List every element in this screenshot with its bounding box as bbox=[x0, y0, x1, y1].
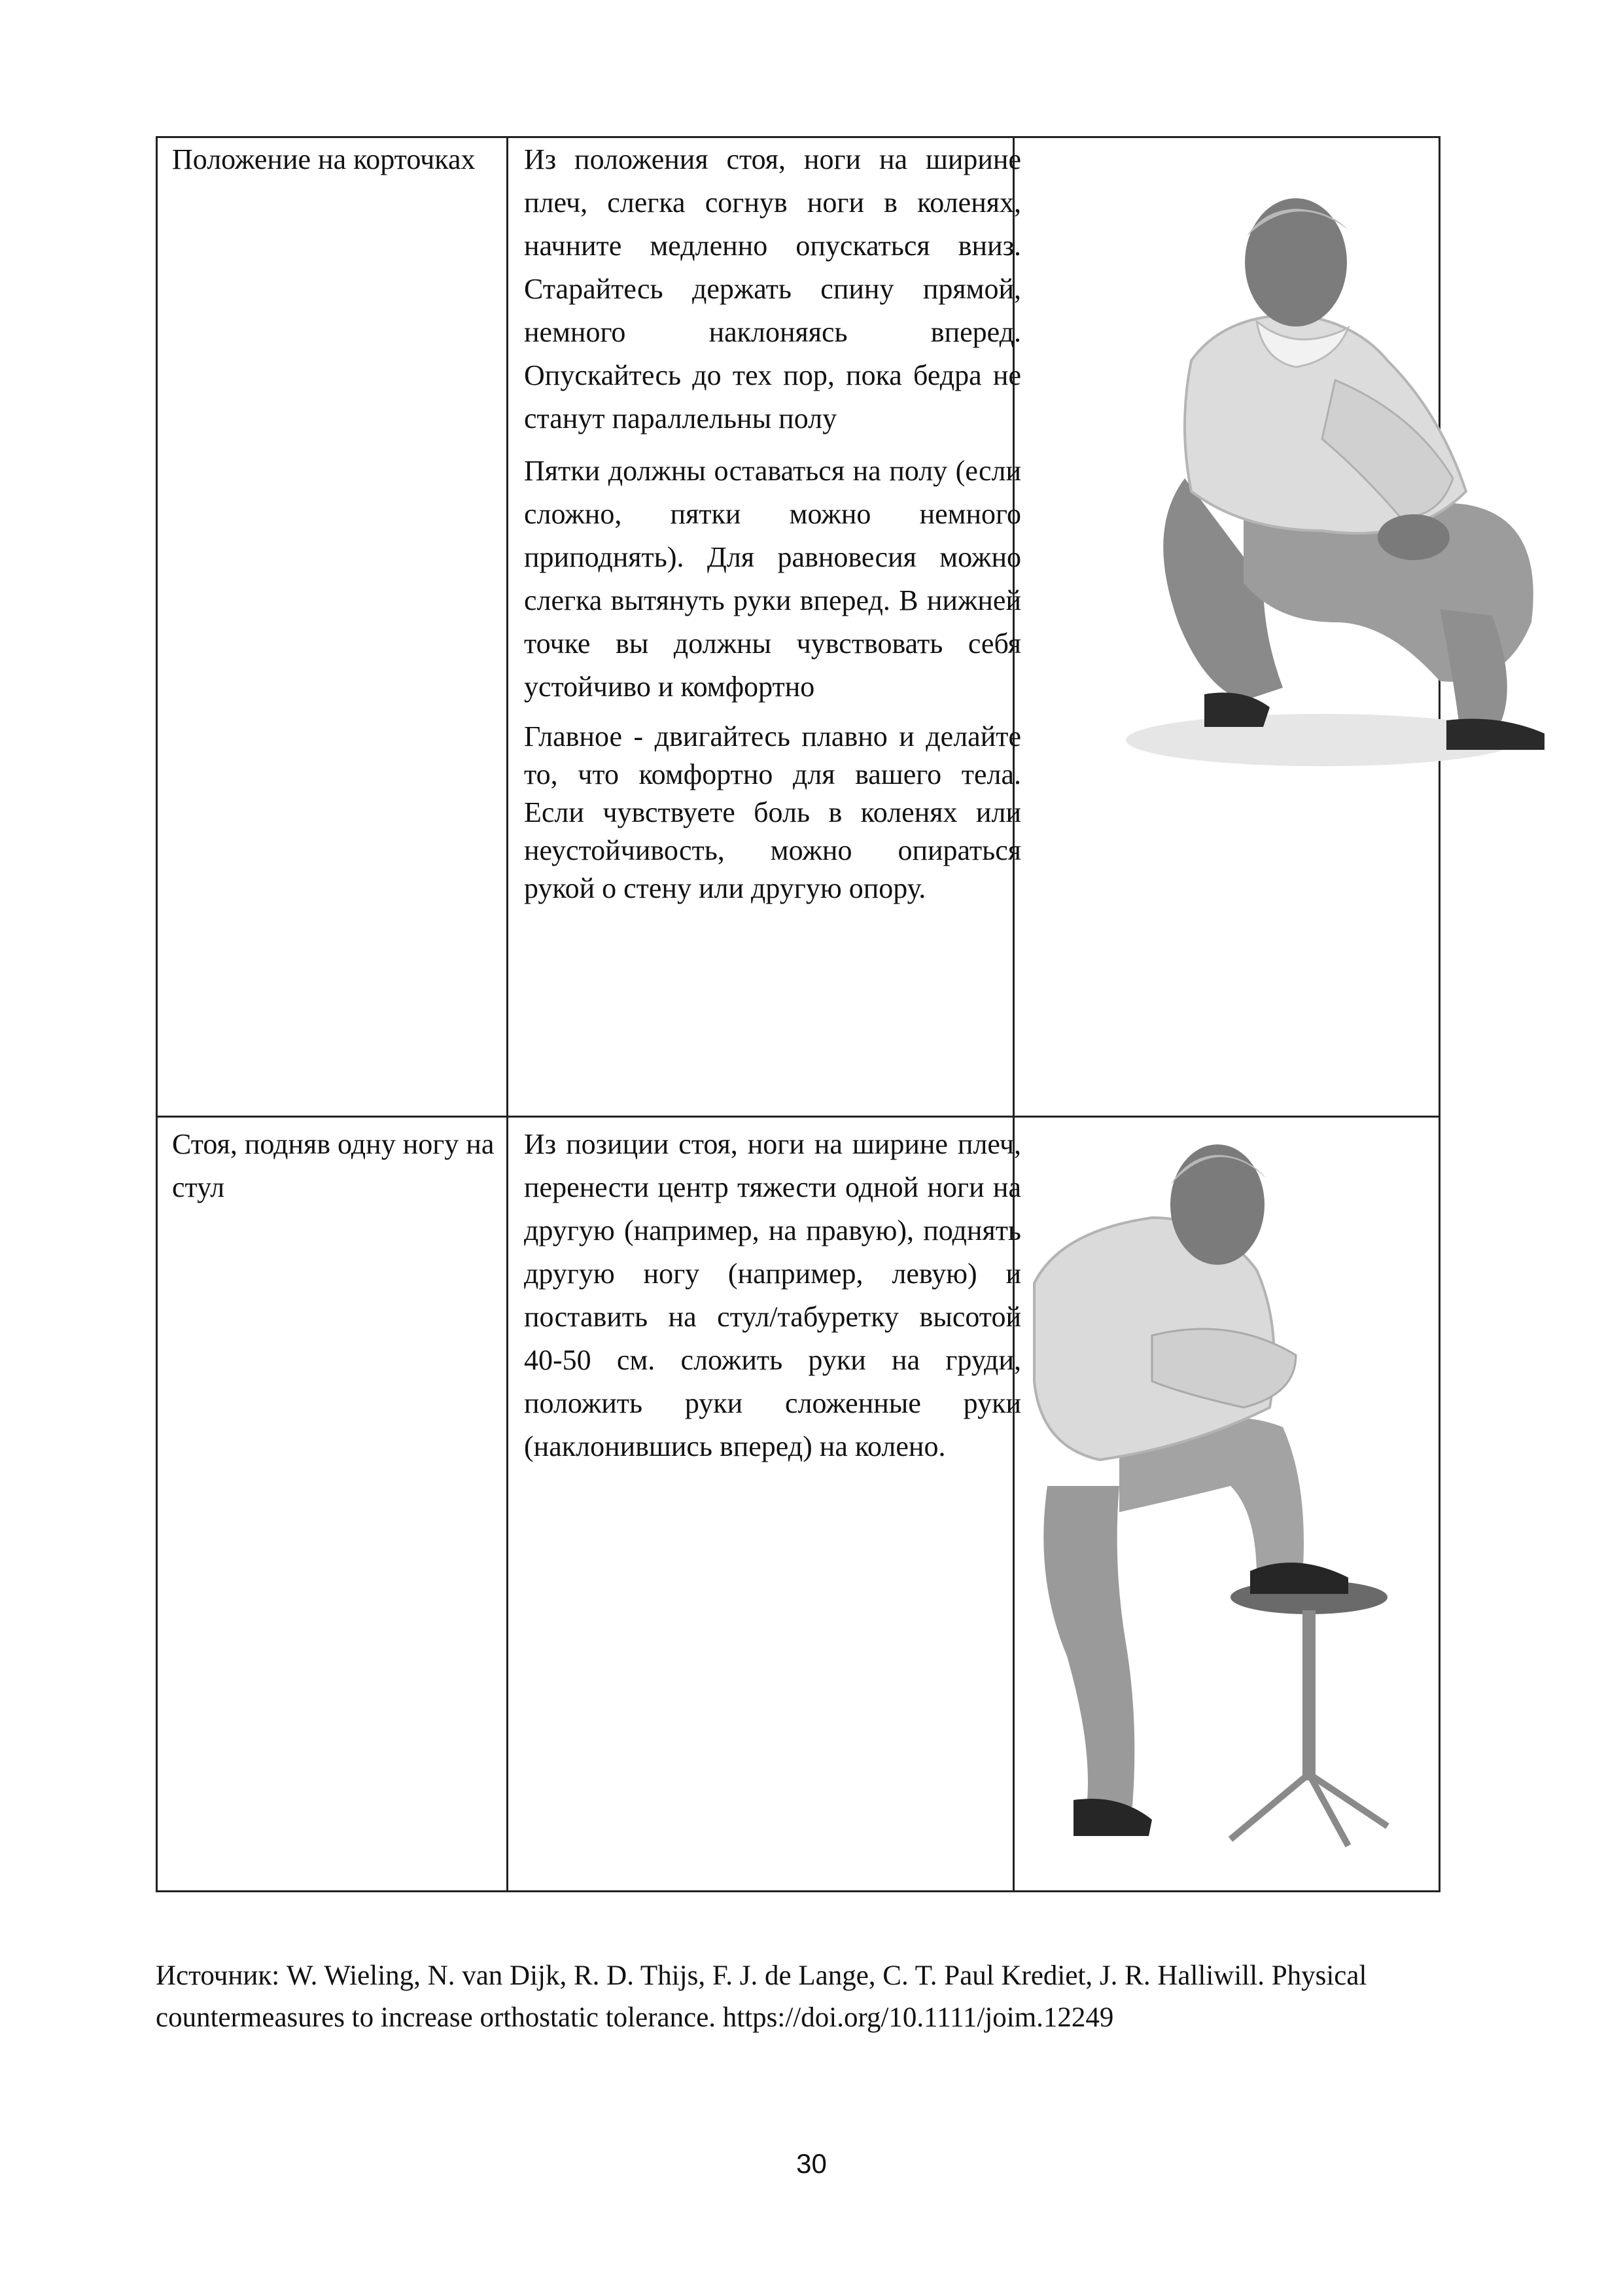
row-divider bbox=[158, 1116, 1439, 1118]
row-1-paragraph-2: Пятки должны оставаться на полу (если сложно, пятки можно немного приподнять). Для равновесия можно слегка вытянуть руки вперед. В нижней точке вы должны чувствовать себя устойчиво и комфортно bbox=[524, 455, 1021, 703]
row-1-paragraph-1: Из положения стоя, ноги на ширине плеч, слегка согнув ноги в коленях, начните медленно опускаться вниз. Старайтесь держать спину прямой, немного наклоняясь вперед. Опускайтесь до тех пор, пока бедра не станут параллельны полу bbox=[524, 143, 1021, 434]
squatting-man-photo-icon bbox=[1047, 164, 1597, 786]
row-1-description bbox=[524, 138, 1021, 917]
row-2-paragraph-1: Из позиции стоя, ноги на ширине плеч, перенести центр тяжести одной ноги на другую (например, на правую), поднять другую ногу (например, левую) и поставить на стул/табуретку высотой 40-50 см. сложить руки на груди, положить руки сложенные руки (наклонившись вперед) на колено. bbox=[524, 1128, 1021, 1462]
source-citation bbox=[156, 1955, 1464, 2039]
source-line-2: countermeasures to increase orthostatic tolerance. https://doi.org/10.1111/joim.12249 bbox=[156, 2002, 1114, 2033]
page-number: 30 bbox=[796, 2148, 827, 2179]
source-line-1: Источник: W. Wieling, N. van Dijk, R. D. Thijs, F. J. de Lange, C. T. Paul Krediet, J. R. Halliwill. Physical bbox=[156, 1960, 1367, 1991]
exercise-table bbox=[156, 136, 1440, 1892]
row-1-paragraph-3: Главное - двигайтесь плавно и делайте то, что комфортно для вашего тела. Если чувствуете боль в коленях или неустойчивость, можно опираться рукой о стену или другую опору. bbox=[524, 720, 1021, 904]
row-1-name: Положение на корточках bbox=[172, 143, 476, 175]
man-foot-on-stool-photo-icon bbox=[1021, 1120, 1440, 1852]
column-divider-1 bbox=[506, 138, 508, 1890]
row-2-description bbox=[524, 1123, 1021, 1477]
row-2-name: Стоя, подняв одну ногу на стул bbox=[172, 1128, 495, 1203]
